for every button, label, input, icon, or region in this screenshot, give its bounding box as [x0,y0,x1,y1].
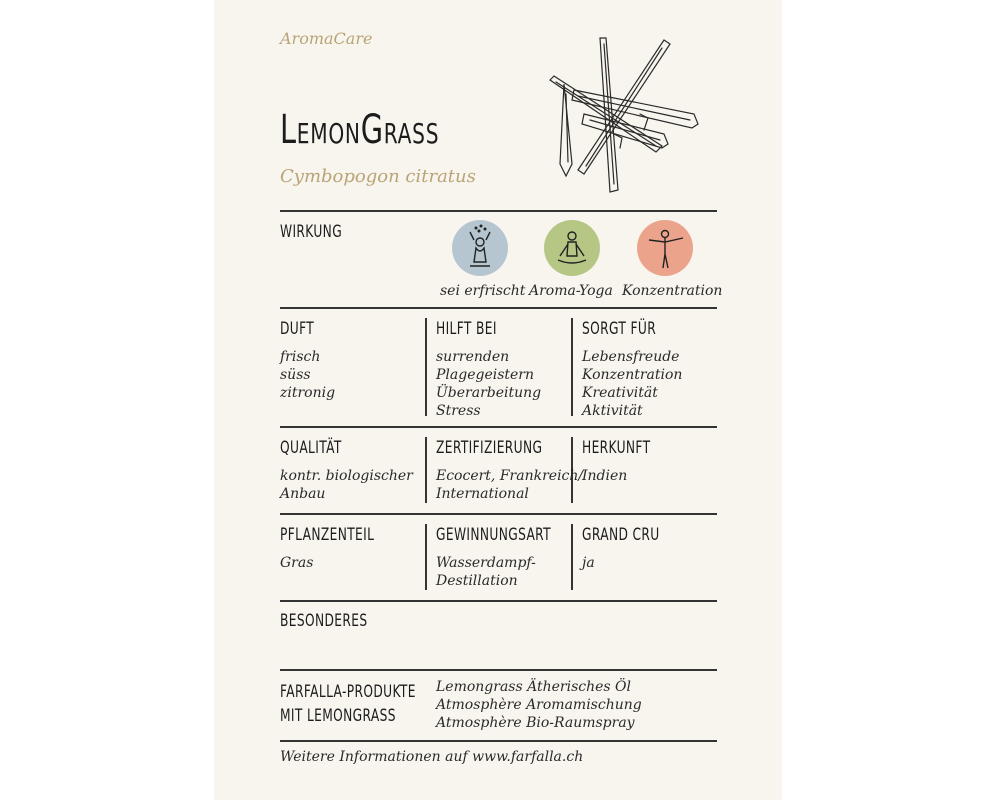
info-card [214,0,782,800]
column-divider [571,318,573,416]
produkte-heading: MIT LEMONGRASS [280,706,396,726]
page-title: LemonGrass [280,107,440,153]
hilft-bei-value: Plagegeistern [436,367,535,383]
grand-cru-value: ja [582,555,595,571]
gewinnungsart-value: Destillation [436,573,518,589]
divider [280,669,717,671]
duft-heading: DUFT [280,319,315,339]
product-item: Lemongrass Ätherisches Öl [436,679,632,695]
yoga-person-icon [544,220,600,276]
divider [280,600,717,602]
hilft-bei-value: surrenden [436,349,510,365]
brand-name: AromaCare [280,29,373,48]
divider [280,426,717,428]
footer-info-link[interactable]: Weitere Informationen auf www.farfalla.ch [280,749,584,765]
hilft-bei-value: Überarbeitung [436,385,542,401]
duft-value: süss [280,367,311,383]
divider [280,513,717,515]
besonderes-heading: BESONDERES [280,611,368,631]
latin-name: Cymbopogon citratus [280,166,476,187]
gewinnungsart-value: Wasserdampf- [436,555,536,571]
icon-caption: Aroma-Yoga [529,283,613,299]
icon-caption: sei erfrischt [440,283,526,299]
sorgt-fuer-heading: SORGT FÜR [582,319,657,339]
pflanzenteil-value: Gras [280,555,314,571]
qualitaet-value: kontr. biologischer [280,468,413,484]
wirkung-heading: WIRKUNG [280,222,343,242]
herkunft-value: Indien [582,468,628,484]
column-divider [425,437,427,503]
balance-person-icon [637,220,693,276]
pflanzenteil-heading: PFLANZENTEIL [280,525,375,545]
sorgt-fuer-value: Aktivität [582,403,643,419]
divider [280,210,717,212]
gewinnungsart-heading: GEWINNUNGSART [436,525,551,545]
herkunft-heading: HERKUNFT [582,438,651,458]
sorgt-fuer-value: Kreativität [582,385,658,401]
product-item: Atmosphère Aromamischung [436,697,642,713]
duft-value: frisch [280,349,321,365]
lemongrass-illustration [544,34,704,196]
refresh-person-icon [452,220,508,276]
product-item: Atmosphère Bio-Raumspray [436,715,635,731]
qualitaet-value: Anbau [280,486,326,502]
duft-value: zitronig [280,385,336,401]
icon-caption: Konzentration [622,283,723,299]
column-divider [425,524,427,590]
grand-cru-heading: GRAND CRU [582,525,660,545]
column-divider [571,524,573,590]
hilft-bei-value: Stress [436,403,481,419]
qualitaet-heading: QUALITÄT [280,438,342,458]
sorgt-fuer-value: Konzentration [582,367,683,383]
zertifizierung-heading: ZERTIFIZIERUNG [436,438,543,458]
sorgt-fuer-value: Lebensfreude [582,349,680,365]
divider [280,740,717,742]
produkte-heading: FARFALLA-PRODUKTE [280,682,416,702]
column-divider [425,318,427,416]
hilft-bei-heading: HILFT BEI [436,319,497,339]
zertifizierung-value: International [436,486,529,502]
zertifizierung-value: Ecocert, Frankreich/ [436,468,584,484]
divider [280,307,717,309]
